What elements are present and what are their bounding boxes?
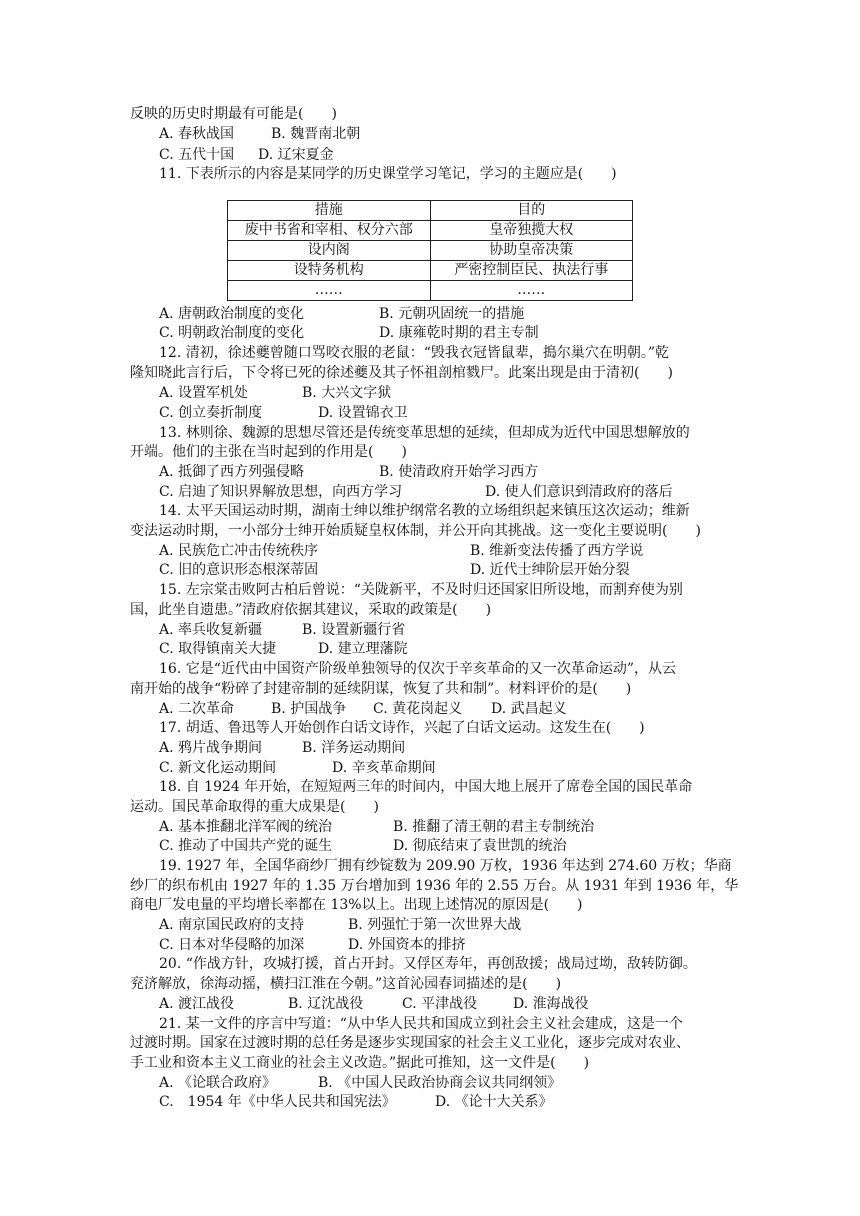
q19-line-2: 纱厂的织布机由 1927 年的 1.35 万台增加到 1936 年的 2.55 万台。从 1931 年到 1936 年，华 — [130, 878, 739, 894]
table-header-cell: 措施 — [228, 201, 431, 221]
q13-line-2: 开端。他们的主张在当时起到的作用是( ) — [130, 444, 407, 460]
q21-option-c: C. 1954 年《中华人民共和国宪法》 — [159, 1094, 396, 1110]
q20-option-b: B. 辽沈战役 — [288, 996, 364, 1012]
q14-option-b: B. 维新变法传播了西方学说 — [470, 543, 644, 559]
q16-option-d: D. 武昌起义 — [491, 701, 567, 717]
q12-option-a: A. 设置军机处 — [159, 385, 249, 401]
table-row — [228, 221, 633, 241]
q13-line-1: 13. 林则徐、魏源的思想尽管还是传统变革思想的延续，但却成为近代中国思想解放的 — [159, 425, 690, 441]
q14-line-2: 变法运动时期，一小部分士绅开始质疑皇权体制，并公开向其挑战。这一变化主要说明( ) — [130, 523, 701, 539]
q18-option-b: B. 推翻了清王朝的君主专制统治 — [393, 819, 595, 835]
q21-option-b: B. 《中国人民政治协商会议共同纲领》 — [318, 1075, 562, 1091]
q17-option-a: A. 鸦片战争期间 — [159, 740, 263, 756]
q12-option-d: D. 设置锦衣卫 — [318, 405, 408, 421]
table-header-row — [228, 201, 633, 221]
q10-option-c: C. 五代十国 — [159, 147, 235, 163]
q15-option-d: D. 建立理藩院 — [318, 641, 408, 657]
q11-option-a: A. 唐朝政治制度的变化 — [159, 306, 305, 322]
q15-line-2: 国，此坐自遗患。”清政府依据其建议，采取的政策是( ) — [130, 602, 492, 618]
q11-option-c: C. 明朝政治制度的变化 — [159, 325, 305, 341]
q19-option-a: A. 南京国民政府的支持 — [159, 917, 305, 933]
q10-option-b: B. 魏晋南北朝 — [271, 126, 361, 142]
q12-option-c: C. 创立奏折制度 — [159, 405, 263, 421]
q16-option-a: A. 二次革命 — [159, 701, 235, 717]
q13-option-a: A. 抵御了西方列强侵略 — [159, 464, 305, 480]
q17-line-1: 17. 胡适、鲁迅等人开始创作白话文诗作，兴起了白话文运动。这发生在( ) — [159, 720, 645, 736]
q10-option-d: D. 辽宋夏金 — [258, 147, 334, 163]
q21-line-1: 21. 某一文件的序言中写道：“从中华人民共和国成立到社会主义社会建成，这是一个 — [159, 1016, 683, 1032]
q15-option-c: C. 取得镇南关大捷 — [159, 641, 277, 657]
q20-option-d: D. 淮海战役 — [513, 996, 589, 1012]
q20-line-1: 20. “作战方针，攻城打援，首占开封。又俘区寿年，再创敌援；战局过坳，敌转防御。 — [159, 956, 697, 972]
q11-option-b: B. 元朝巩固统一的措施 — [379, 306, 525, 322]
table-row — [228, 261, 633, 281]
q12-line-1: 12. 清初，徐述夔曾随口骂咬衣服的老鼠：“毁我衣冠皆鼠辈，搗尔巢穴在明朝。”乾 — [159, 345, 670, 361]
q14-option-a: A. 民族危亡冲击传统秩序 — [159, 543, 319, 559]
study-notes-table — [227, 200, 633, 301]
q19-line-3: 商电厂发电量的平均增长率都在 13%以上。出现上述情况的原因是( ) — [130, 897, 583, 913]
q17-option-d: D. 辛亥革命期间 — [332, 760, 436, 776]
q17-option-c: C. 新文化运动期间 — [159, 760, 277, 776]
q21-option-d: D. 《论十大关系》 — [435, 1094, 553, 1110]
q16-line-1: 16. 它是“近代由中国资产阶级单独领导的仅次于辛亥革命的又一次革命运动”，从云 — [159, 661, 677, 677]
q16-option-b: B. 护国战争 — [271, 701, 347, 717]
q18-option-c: C. 推动了中国共产党的诞生 — [159, 838, 333, 854]
q15-line-1: 15. 左宗棠击败阿古柏后曾说：“关陇新平，不及时归还国家旧所设地，而割弃使为别 — [159, 582, 683, 598]
q14-line-1: 14. 太平天国运动时期，湖南士绅以维护纲常名教的立场组织起来镇压这次运动；维新 — [159, 503, 690, 519]
table-cell: …… — [430, 281, 633, 301]
q20-option-a: A. 渡江战役 — [159, 996, 235, 1012]
q14-option-d: D. 近代士绅阶层开始分裂 — [470, 562, 630, 578]
q12-option-b: B. 大兴文字狱 — [302, 385, 392, 401]
q12-line-2: 隆知晓此言行后，下令将已死的徐述夔及其子怀祖剖棺戮尸。此案出现是由于清初( ) — [130, 365, 673, 381]
table-cell: 严密控制臣民、执法行事 — [430, 261, 633, 281]
q16-line-2: 南开始的战争“粉碎了封建帝制的延续阴谋，恢复了共和制”。材料评价的是( ) — [130, 681, 632, 697]
q10-stem-tail: 反映的历史时期最有可能是( ) — [130, 106, 337, 122]
q20-line-2: 兖济解放，徐海动摇，横扫江淮在今朝。”这首沁园春词描述的是( ) — [130, 976, 562, 992]
q13-option-c: C. 启迪了知识界解放思想，向西方学习 — [159, 484, 403, 500]
q20-option-c: C. 平津战役 — [402, 996, 478, 1012]
table-cell: 皇帝独揽大权 — [430, 221, 633, 241]
q19-option-c: C. 日本对华侵略的加深 — [159, 937, 305, 953]
table-row — [228, 241, 633, 261]
q10-option-a: A. 春秋战国 — [159, 126, 235, 142]
q14-option-c: C. 旧的意识形态根深蒂固 — [159, 562, 319, 578]
q19-option-b: B. 列强忙于第一次世界大战 — [348, 917, 522, 933]
q16-option-c: C. 黄花岗起义 — [373, 701, 463, 717]
q18-option-d: D. 彻底结束了袁世凯的统治 — [393, 838, 567, 854]
q18-option-a: A. 基本推翻北洋军阀的统治 — [159, 819, 333, 835]
table-cell: …… — [228, 281, 431, 301]
q18-line-1: 18. 自 1924 年开始，在短短两三年的时间内，中国大地上展开了席卷全国的国民革命 — [159, 779, 693, 795]
q11-stem: 11. 下表所示的内容是某同学的历史课堂学习笔记，学习的主题应是( ) — [159, 166, 617, 182]
q21-option-a: A. 《论联合政府》 — [159, 1075, 277, 1091]
q13-option-d: D. 使人们意识到清政府的落后 — [485, 484, 673, 500]
q15-option-b: B. 设置新疆行省 — [302, 622, 406, 638]
table-header-cell: 目的 — [430, 201, 633, 221]
q19-option-d: D. 外国资本的排挤 — [348, 937, 466, 953]
q19-line-1: 19. 1927 年，全国华商纱厂拥有纱锭数为 209.90 万枚，1936 年达到 274.60 万枚；华商 — [159, 858, 732, 874]
table-cell: 设内阁 — [228, 241, 431, 261]
q18-line-2: 运动。国民革命取得的重大成果是( ) — [130, 799, 379, 815]
q21-line-3: 手工业和资本主义工商业的社会主义改造。”据此可推知，这一文件是( ) — [130, 1055, 590, 1071]
q21-line-2: 过渡时期。国家在过渡时期的总任务是逐步实现国家的社会主义工业化，逐步完成对农业、 — [130, 1035, 690, 1051]
q13-option-b: B. 使清政府开始学习西方 — [379, 464, 539, 480]
table-cell: 协助皇帝决策 — [430, 241, 633, 261]
q11-option-d: D. 康雍乾时期的君主专制 — [379, 325, 539, 341]
table-row — [228, 281, 633, 301]
table-cell: 废中书省和宰相、权分六部 — [228, 221, 431, 241]
table-cell: 设特务机构 — [228, 261, 431, 281]
q17-option-b: B. 洋务运动期间 — [302, 740, 406, 756]
q15-option-a: A. 率兵收复新疆 — [159, 622, 263, 638]
